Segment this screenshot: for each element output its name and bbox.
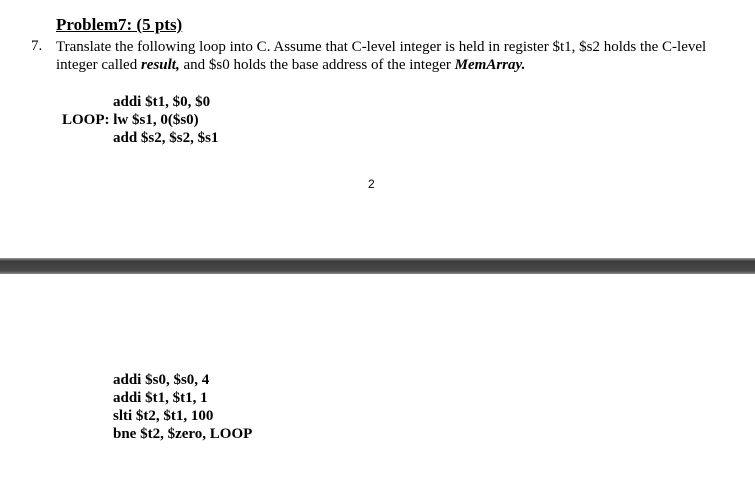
code-line: addi $t1, $t1, 1	[113, 390, 208, 406]
question-text-part-1: Translate the following loop into C. Assume that C-level integer is held in register $t1, $s2 holds the C-level integer called	[56, 39, 707, 73]
problem-heading: Problem7: (5 pts)	[56, 15, 183, 34]
question-text	[56, 38, 736, 74]
code-instruction: addi $t1, $0, $0	[113, 94, 211, 110]
page-divider	[0, 258, 755, 274]
page-number: 2	[368, 177, 375, 191]
code-label: LOOP:	[62, 112, 114, 128]
code-instruction: add $s2, $s2, $s1	[113, 130, 219, 146]
assembly-code-block-2	[113, 371, 252, 443]
code-line: slti $t2, $t1, 100	[113, 408, 214, 424]
question-text-part-3: and $s0 holds the base address of the integer	[179, 57, 455, 73]
assembly-code-block-1	[0, 93, 218, 147]
code-line	[0, 129, 218, 147]
result-variable-name: result,	[140, 57, 180, 73]
question-number: 7.	[31, 38, 43, 54]
code-line	[0, 111, 218, 129]
memarray-variable-name: MemArray.	[454, 57, 526, 73]
code-line	[0, 93, 218, 111]
code-instruction: lw $s1, 0($s0)	[113, 112, 199, 128]
code-line: bne $t2, $zero, LOOP	[113, 426, 253, 442]
code-line: addi $s0, $s0, 4	[113, 372, 210, 388]
